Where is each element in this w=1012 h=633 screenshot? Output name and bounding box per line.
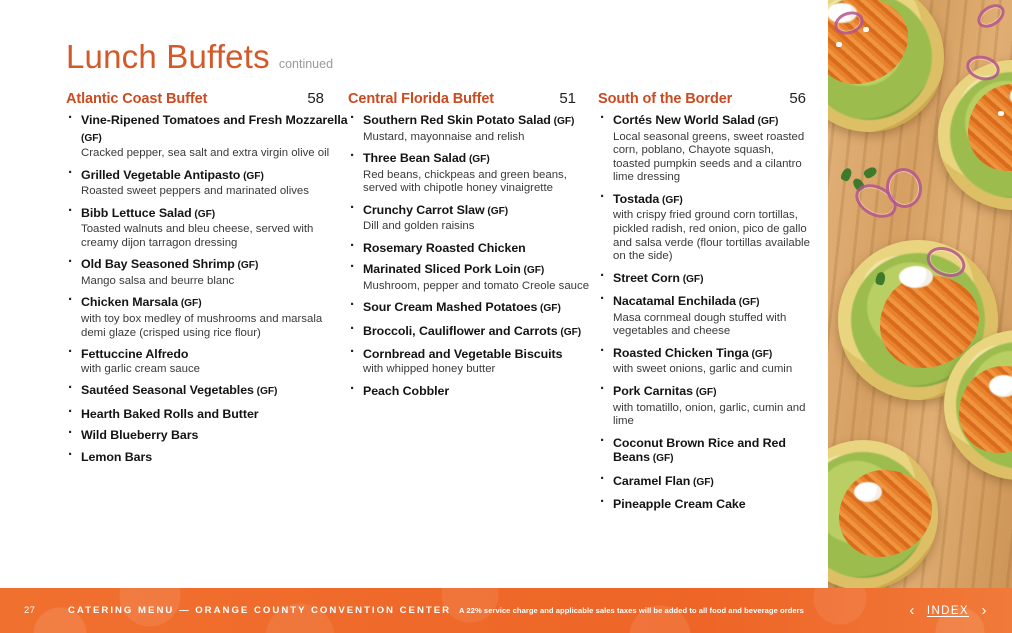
menu-item-name: · Old Bay Seasoned Shrimp (GF) <box>81 257 259 272</box>
menu-item-description: with sweet onions, garlic and cumin <box>613 363 793 376</box>
column-header <box>598 90 814 107</box>
service-charge-note: A 22% service charge and applicable sales taxes will be added to all food and beverage orders <box>459 606 804 615</box>
menu-item-list <box>66 113 348 464</box>
menu-item-name: · Bibb Lettuce Salad (GF) <box>81 205 216 220</box>
menu-item <box>598 474 814 491</box>
menu-item <box>348 324 598 341</box>
menu-item <box>348 384 598 399</box>
page-number: 27 <box>24 605 36 616</box>
menu-item <box>598 271 814 288</box>
column-price: 56 <box>789 90 806 107</box>
menu-column-south-of-the-border <box>598 90 814 519</box>
menu-column-central-florida-buffet <box>348 90 598 519</box>
column-price: 51 <box>559 90 576 107</box>
gluten-free-badge: (GF) <box>178 298 202 310</box>
menu-item <box>598 113 814 185</box>
menu-item-description: Masa cornmeal dough stuffed with vegetables and cheese <box>613 311 787 338</box>
column-title: Central Florida Buffet <box>348 91 495 107</box>
menu-item-description: Mushroom, pepper and tomato Creole sauce <box>363 279 590 292</box>
page-title-subtitle: continued <box>278 57 334 71</box>
menu-item-description: Red beans, chickpeas and green beans, served with chipotle honey vinaigrette <box>363 168 567 195</box>
menu-item-name: · Vine-Ripened Tomatoes and Fresh Mozzarella (GF) <box>81 113 348 144</box>
menu-item-description: with tomatillo, onion, garlic, cumin and lime <box>613 401 806 428</box>
gluten-free-badge: (GF) <box>520 265 545 277</box>
menu-item-description: Mustard, mayonnaise and relish <box>363 130 525 143</box>
menu-item <box>348 300 598 317</box>
menu-item-name: · Cortés New World Salad (GF) <box>613 113 779 127</box>
menu-item <box>66 206 348 251</box>
menu-item-name: · Sour Cream Mashed Potatoes (GF) <box>363 300 561 315</box>
menu-item <box>66 450 348 465</box>
menu-item-name: · Street Corn (GF) <box>613 270 704 285</box>
menu-item-name: · Broccoli, Cauliflower and Carrots (GF) <box>363 323 582 338</box>
menu-column-atlantic-coast-buffet <box>66 90 348 519</box>
menu-item <box>348 203 598 234</box>
gluten-free-badge: (GF) <box>736 297 760 309</box>
menu-item <box>348 113 598 144</box>
prev-page-arrow-icon[interactable]: ‹ <box>909 602 915 619</box>
food-photo <box>828 0 1012 588</box>
menu-item-description: Dill and golden raisins <box>363 220 475 233</box>
page-title <box>66 38 333 76</box>
menu-item-name: · Tostada (GF) <box>613 191 683 206</box>
menu-item-name: · Peach Cobbler <box>363 383 450 398</box>
footer-title: CATERING MENU — ORANGE COUNTY CONVENTION CENTER <box>68 605 452 616</box>
menu-item-name: · Hearth Baked Rolls and Butter <box>81 406 259 421</box>
menu-item-name: · Cornbread and Vegetable Biscuits <box>363 347 563 362</box>
menu-item-name: · Marinated Sliced Pork Loin (GF) <box>363 262 545 277</box>
menu-item-name: · Pineapple Cream Cake <box>613 497 746 512</box>
gluten-free-badge: (GF) <box>754 116 779 127</box>
menu-item-name: · Nacatamal Enchilada (GF) <box>613 294 760 309</box>
menu-item-description: Cracked pepper, sea salt and extra virgin olive oil <box>81 147 330 159</box>
menu-item-name: · Roasted Chicken Tinga (GF) <box>613 345 773 360</box>
menu-item-name: · Caramel Flan (GF) <box>613 473 714 488</box>
menu-item-name: · Rosemary Roasted Chicken <box>363 240 526 255</box>
menu-item-name: · Pork Carnitas (GF) <box>613 384 717 399</box>
gluten-free-badge: (GF) <box>466 154 490 166</box>
gluten-free-badge: (GF) <box>484 205 509 217</box>
gluten-free-badge: (GF) <box>81 132 102 144</box>
menu-item-name: · Coconut Brown Rice and Red Beans (GF) <box>613 435 786 465</box>
menu-item <box>66 295 348 340</box>
menu-item <box>66 257 348 288</box>
menu-item-description: Mango salsa and beurre blanc <box>81 274 235 287</box>
menu-item <box>598 294 814 339</box>
menu-item <box>598 436 814 467</box>
menu-item-name: · Wild Blueberry Bars <box>81 428 199 443</box>
gluten-free-badge: (GF) <box>679 273 704 285</box>
gluten-free-badge: (GF) <box>550 116 575 127</box>
menu-item-description: with garlic cream sauce <box>81 362 201 375</box>
gluten-free-badge: (GF) <box>234 260 259 272</box>
menu-item <box>598 346 814 377</box>
index-link[interactable]: INDEX <box>926 604 969 617</box>
menu-item-description: Roasted sweet peppers and marinated olives <box>81 185 309 198</box>
menu-item-name: · Fettuccine Alfredo <box>81 347 189 362</box>
menu-columns <box>66 90 814 519</box>
next-page-arrow-icon[interactable]: › <box>981 602 987 619</box>
menu-item <box>66 407 348 422</box>
menu-item-name: · Three Bean Salad (GF) <box>363 151 490 166</box>
menu-item <box>598 192 814 264</box>
column-header <box>66 90 348 107</box>
menu-item <box>66 168 348 199</box>
gluten-free-badge: (GF) <box>557 326 582 338</box>
footer-navigation <box>906 603 990 618</box>
menu-item-list <box>598 113 814 512</box>
column-title: Atlantic Coast Buffet <box>66 91 208 107</box>
menu-item <box>598 497 814 512</box>
menu-item-name: · Chicken Marsala (GF) <box>81 295 202 310</box>
menu-item-name: · Southern Red Skin Potato Salad (GF) <box>363 113 575 127</box>
menu-item-description: with whipped honey butter <box>363 362 496 375</box>
menu-item-description: with toy box medley of mushrooms and marsala demi glaze (crisped using rice flour) <box>81 312 323 339</box>
menu-item-name: · Crunchy Carrot Slaw (GF) <box>363 202 509 217</box>
menu-item <box>348 262 598 293</box>
menu-item <box>348 347 598 376</box>
menu-item <box>66 347 348 376</box>
column-title: South of the Border <box>598 91 733 107</box>
menu-item <box>348 151 598 196</box>
menu-item <box>66 383 348 400</box>
menu-item-description: with crispy fried ground corn tortillas, pickled radish, red onion, pico de gallo and salsa verde (flour tortillas available on the side) <box>613 209 810 263</box>
gluten-free-badge: (GF) <box>692 387 717 399</box>
menu-item <box>348 241 598 256</box>
column-header <box>348 90 598 107</box>
gluten-free-badge: (GF) <box>240 170 264 182</box>
column-price: 58 <box>307 90 324 107</box>
menu-item-name: · Sautéed Seasonal Vegetables (GF) <box>81 383 278 398</box>
gluten-free-badge: (GF) <box>690 476 714 488</box>
menu-item <box>598 384 814 429</box>
gluten-free-badge: (GF) <box>253 386 278 398</box>
menu-item-list <box>348 113 598 398</box>
gluten-free-badge: (GF) <box>748 348 773 360</box>
menu-item <box>66 113 348 161</box>
menu-item-name: · Grilled Vegetable Antipasto (GF) <box>81 167 264 182</box>
menu-item-name: · Lemon Bars <box>81 449 153 464</box>
gluten-free-badge: (GF) <box>659 194 683 206</box>
footer-bar <box>0 588 1012 633</box>
menu-item <box>66 428 348 443</box>
menu-item-description: Local seasonal greens, sweet roasted corn, poblano, Chayote squash, toasted pumpkin seeds and a cilantro lime dressing <box>613 130 805 184</box>
menu-item-description: Toasted walnuts and bleu cheese, served with creamy dijon tarragon dressing <box>81 223 314 249</box>
gluten-free-badge: (GF) <box>191 208 216 220</box>
gluten-free-badge: (GF) <box>649 453 674 465</box>
page-title-main: Lunch Buffets <box>66 38 270 75</box>
gluten-free-badge: (GF) <box>537 303 561 315</box>
